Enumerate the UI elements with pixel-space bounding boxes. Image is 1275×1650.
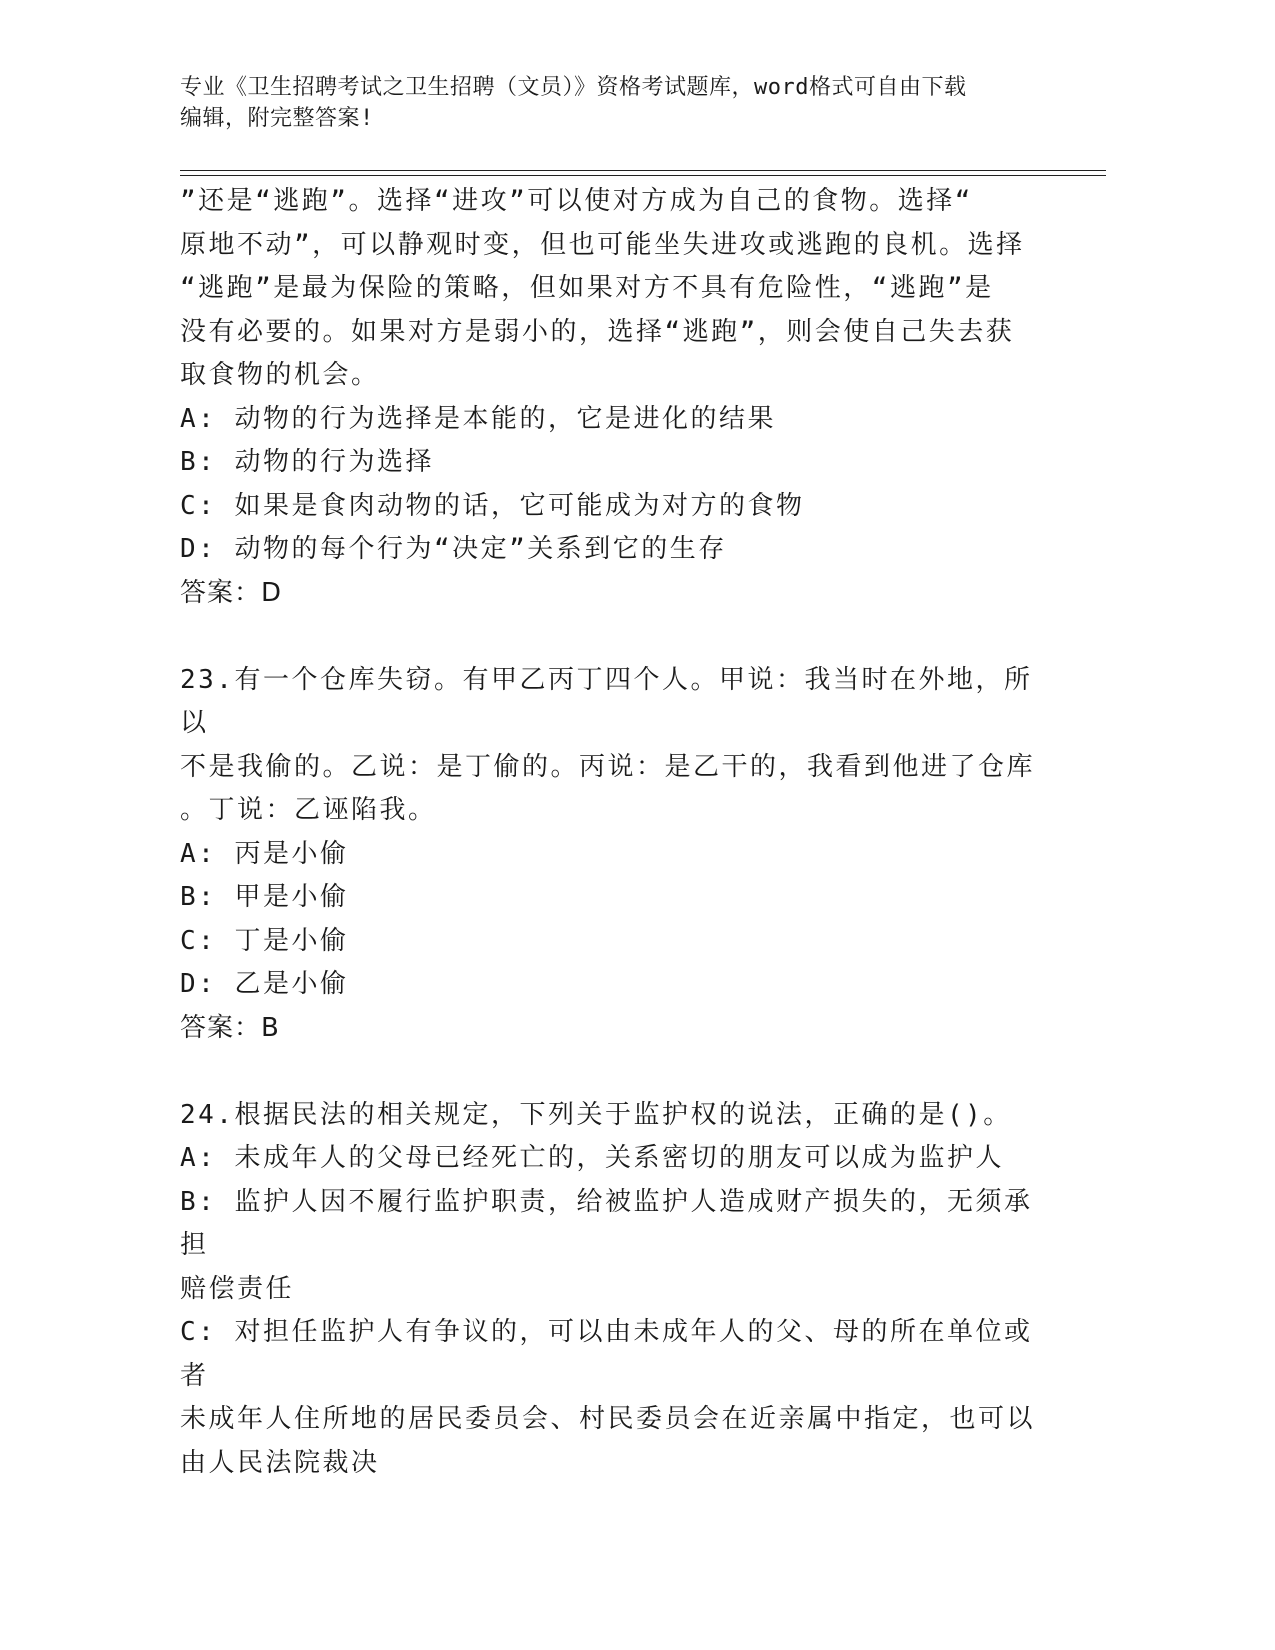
question-text-line: 不是我偷的。乙说：是丁偷的。丙说：是乙干的，我看到他进了仓库 [180,751,1036,782]
answer-label: 答案：D [180,577,283,608]
question-spacer [180,1050,1060,1094]
option-a: A: 丙是小偷 [180,838,349,869]
header-divider-top [180,170,1106,171]
question-text-line: 取食物的机会。 [180,360,380,390]
question-23 [180,659,1060,1051]
option-c: C: 丁是小偷 [180,925,349,956]
question-text-line: 23.有一个仓库失窃。有甲乙丙丁四个人。甲说：我当时在外地，所以 [180,664,1033,738]
question-text-line: “逃跑”是最为保险的策略，但如果对方不具有危险性，“逃跑”是 [180,273,994,303]
document-body [180,180,1060,1485]
option-c-continued: 未成年人住所地的居民委员会、村民委员会在近亲属中指定，也可以 [180,1404,1036,1434]
option-b-continued: 赔偿责任 [180,1273,295,1304]
header-line-2: 编辑，附完整答案! [180,106,374,131]
option-c: C: 对担任监护人有争议的，可以由未成年人的父、母的所在单位或者 [180,1317,1033,1391]
question-text-line: 。丁说：乙诬陷我。 [180,795,437,825]
question-24 [180,1094,1060,1486]
option-b: B: 动物的行为选择 [180,447,434,477]
page-header [180,72,1040,134]
question-text-line: 24.根据民法的相关规定，下列关于监护权的说法，正确的是()。 [180,1099,1012,1130]
option-d: D: 乙是小偷 [180,969,349,999]
question-22 [180,180,1060,615]
question-text-line: 没有必要的。如果对方是弱小的，选择“逃跑”，则会使自己失去获 [180,316,1015,347]
question-text-line: 原地不动”，可以静观时变，但也可能坐失进攻或逃跑的良机。选择 [180,229,1025,260]
option-d: D: 动物的每个行为“决定”关系到它的生存 [180,534,727,564]
question-text-line: ”还是“逃跑”。选择“进攻”可以使对方成为自己的食物。选择“ [180,186,973,216]
option-a: A: 动物的行为选择是本能的，它是进化的结果 [180,403,776,434]
header-divider-bottom [180,175,1106,176]
header-line-1: 专业《卫生招聘考试之卫生招聘（文员）》资格考试题库，word格式可自由下载 [180,75,967,100]
option-a: A: 未成年人的父母已经死亡的，关系密切的朋友可以成为监护人 [180,1143,1004,1173]
option-c-continued: 由人民法院裁决 [180,1447,380,1478]
option-c: C: 如果是食肉动物的话，它可能成为对方的食物 [180,490,805,521]
question-spacer [180,615,1060,659]
option-b: B: 甲是小偷 [180,882,349,912]
answer-label: 答案：B [180,1012,280,1043]
option-b: B: 监护人因不履行监护职责，给被监护人造成财产损失的，无须承担 [180,1186,1033,1260]
